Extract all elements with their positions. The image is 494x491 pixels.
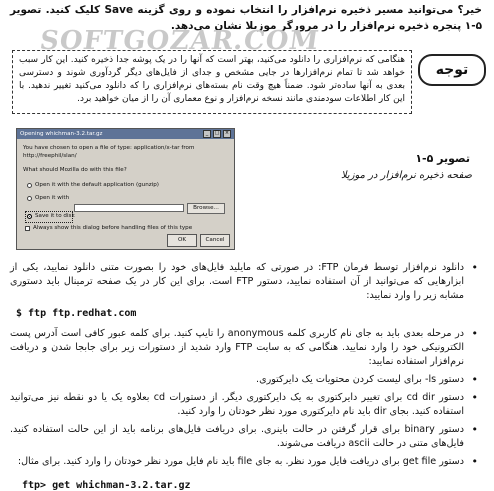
code-line: ftp> get whichman-3.2.tar.gz (22, 480, 191, 491)
list-item-text: در مرحله بعدی باید به جای نام کاربری کلمه anonymous را تایپ کنید. برای کلمه عبور کافی است آدرس پست الکترونیکی خود را وارد نمایید. هنگامی که به سایت FTP وارد شدید از دستورات زیر برای جابجا شدن و دریافت نرم‌افزار استفاده نمایید: (10, 328, 465, 367)
radio-open-default[interactable] (27, 182, 159, 188)
dialog-source-url: http://freephil/slan/ (23, 153, 77, 159)
list-item (10, 327, 480, 369)
minimize-icon[interactable]: _ (203, 130, 211, 138)
open-with-field[interactable] (74, 204, 184, 212)
maximize-icon[interactable]: □ (214, 130, 220, 136)
checkbox-always-show[interactable] (25, 225, 192, 231)
checkbox[interactable] (25, 226, 30, 231)
list-item-text: دستور ls- برای لیست کردن محتویات یک دایرکتوری. (256, 374, 464, 385)
site-watermark: SOFTGOZAR.COM (37, 26, 322, 56)
list-item (10, 373, 480, 387)
radio-label: Save it to disk (35, 213, 75, 219)
cancel-button[interactable]: Cancel (200, 234, 230, 247)
radio-dot[interactable] (27, 183, 32, 188)
ok-button[interactable]: OK (167, 234, 197, 247)
checkbox-label: Always show this dialog before handling files of this type (33, 225, 193, 231)
list-item-text: دانلود نرم‌افزار توسط فرمان FTP: در صورتی که مایلید فایل‌های خود را بصورت متنی دانلود نمایید، یکی از ابزارهایی که می‌توانید از آن استفاده نمایید، دستور FTP است. برای این کار در یک صفحه ترمینال باید دستوری مشابه زیر را وارد نمایید: (10, 262, 465, 301)
intro-paragraph: خیر؟ می‌توانید مسیر ذخیره نرم‌افزار را انتخاب نموده و روی گزینه Save کلیک کنید. تصویر ۵-۱ پنجره ذخیره نرم‌افزار را در مرورگر موزیلا نشان می‌دهد. (10, 4, 482, 32)
dialog-titlebar (17, 129, 234, 139)
mozilla-save-dialog (16, 128, 235, 250)
radio-dot-selected[interactable] (27, 214, 32, 219)
list-item-text: دستور cd dir برای تغییر دایرکتوری به یک دایرکتوری دیگر. از دستورات cd بعلاوه یک یا دو نقطه نیز می‌توانید استفاده کنید. بجای dir باید نام دایرکتوری مورد نظر خودتان را وارد کنید. (10, 392, 464, 417)
figure-number: تصویر ۵-۱ (415, 152, 470, 165)
browse-button[interactable]: Browse... (187, 203, 225, 214)
close-icon[interactable]: × (224, 130, 230, 136)
note-box (12, 50, 412, 114)
radio-label: Open it with the default application (gunzip) (35, 182, 159, 188)
note-tag: توجه (418, 54, 486, 86)
dialog-title: Opening whichman-3.2.tar.gz (20, 131, 103, 137)
list-item-text: دستور get file برای دریافت فایل مورد نظر. به جای file باید نام فایل مورد نظر خودتان را وارد کنید. برای مثال: (17, 456, 464, 467)
dialog-file-type: You have chosen to open a file of type: application/x-tar from (23, 145, 195, 151)
list-item (10, 261, 480, 303)
radio-open-with[interactable] (27, 195, 69, 201)
dialog-question: What should Mozilla do with this file? (23, 167, 127, 173)
bullet-list (10, 261, 480, 473)
radio-save-to-disk[interactable] (27, 213, 75, 219)
figure-caption: صفحه ذخیره نرم‌افزار در موزیلا (340, 170, 472, 181)
list-item (10, 423, 480, 451)
code-line: $ ftp ftp.redhat.com (16, 308, 137, 319)
list-item (10, 455, 480, 469)
list-item-text: دستور binary برای قرار گرفتن در حالت باینری. برای دریافت فایل‌های برنامه باید از این حالت استفاده کنید. فایل‌های متنی در حالت ascii دریافت می‌شوند. (10, 424, 464, 449)
radio-dot[interactable] (27, 196, 32, 201)
note-text: هنگامی که نرم‌افزاری را دانلود می‌کنید، بهتر است که آنها را در یک پوشه جدا ذخیره کنید. این کار سبب خواهد شد تا تمام نرم‌افزارها در جایی مشخص و جدای از فایل‌های دیگر گردآوری شوند و دسترسی بعدی به آنها ساده‌تر شود. ضمناً هیچ وقت نام بسته‌های نرم‌افزاری را که دانلود می‌کنید تغییر ندهید. با این کار اطلاعات سودمندی مانند نسخه نرم‌افزار و نوع معماری آن را از میان خواهید برد. (19, 55, 405, 104)
list-item (10, 391, 480, 419)
radio-label: Open it with (35, 195, 70, 201)
